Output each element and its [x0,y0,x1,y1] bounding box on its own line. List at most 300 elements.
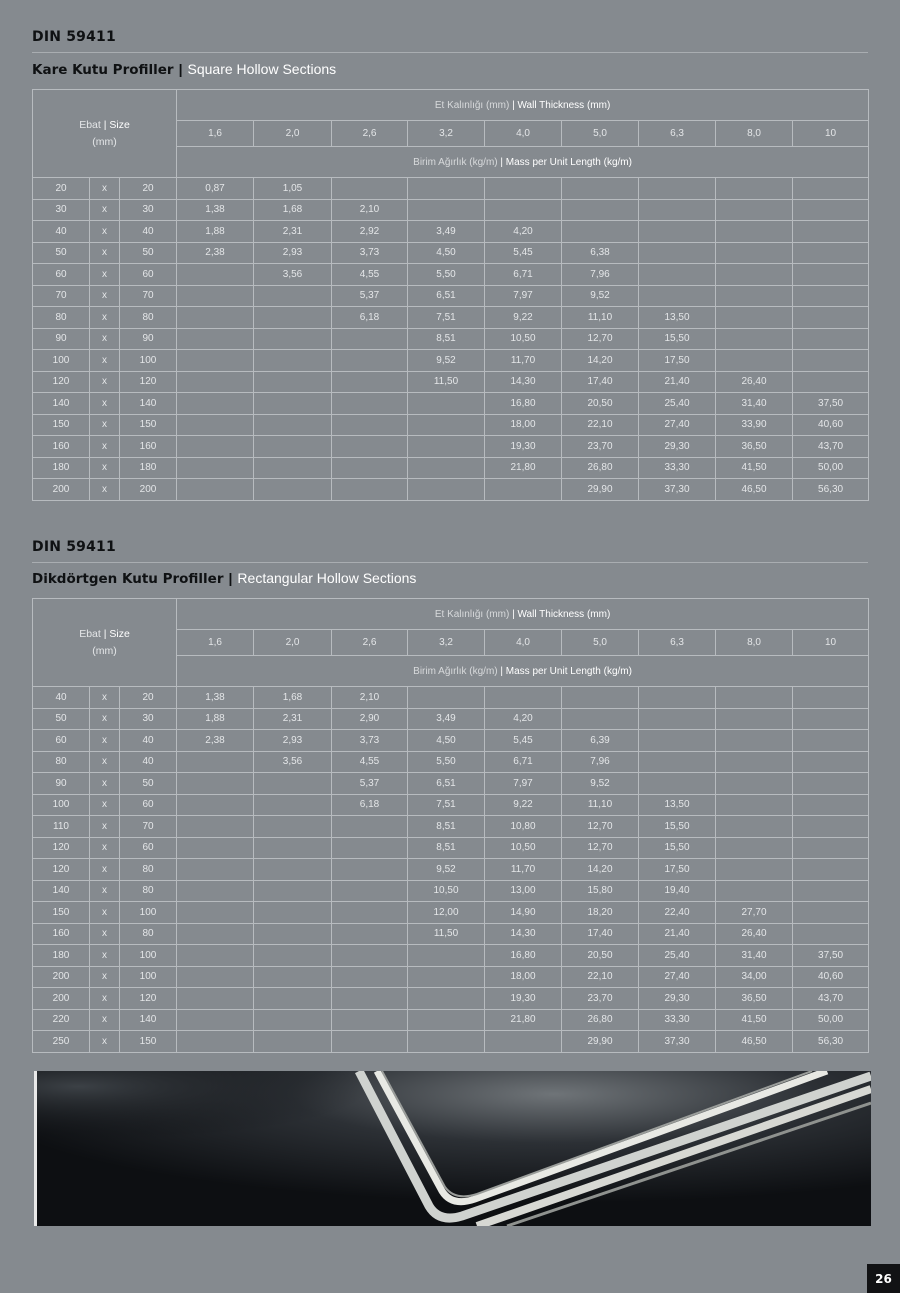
mass-value-cell [639,730,716,752]
size-x-cell: x [90,221,120,243]
divider [32,562,868,563]
size-b-cell: 100 [120,966,177,988]
mass-value-cell [562,221,639,243]
mass-value-cell [716,687,793,709]
size-x-cell: x [90,708,120,730]
table-row [33,794,869,816]
size-x-cell: x [90,751,120,773]
mass-value-cell [639,264,716,286]
mass-value-cell: 1,88 [177,221,254,243]
size-a-cell: 90 [33,328,90,350]
mass-value-cell: 26,40 [716,371,793,393]
mass-value-cell: 34,00 [716,966,793,988]
mass-value-cell [716,264,793,286]
mass-value-cell [716,751,793,773]
size-a-cell: 180 [33,945,90,967]
mass-value-cell [639,285,716,307]
size-b-cell: 120 [120,371,177,393]
mass-value-cell: 1,38 [177,687,254,709]
size-b-cell: 20 [120,178,177,200]
mass-value-cell: 7,51 [408,794,485,816]
size-x-cell: x [90,902,120,924]
table-row [33,328,869,350]
size-x-cell: x [90,816,120,838]
mass-value-cell: 15,50 [639,837,716,859]
mass-value-cell: 36,50 [716,988,793,1010]
mass-value-cell: 12,70 [562,837,639,859]
mass-value-cell [177,923,254,945]
size-b-cell: 50 [120,242,177,264]
mass-value-cell: 4,55 [332,264,408,286]
mass-value-cell: 19,30 [485,436,562,458]
mass-value-cell: 1,88 [177,708,254,730]
size-x-cell: x [90,923,120,945]
mass-value-cell [408,178,485,200]
mass-value-cell [793,837,869,859]
mass-value-cell [332,436,408,458]
size-b-cell: 70 [120,816,177,838]
size-x-cell: x [90,837,120,859]
mass-value-cell: 5,37 [332,285,408,307]
mass-value-cell [177,1009,254,1031]
size-b-cell: 100 [120,902,177,924]
size-x-cell: x [90,457,120,479]
mass-value-cell: 13,50 [639,307,716,329]
mass-value-cell: 9,52 [408,859,485,881]
mass-value-cell [639,687,716,709]
size-a-cell: 180 [33,457,90,479]
mass-value-cell [177,436,254,458]
mass-value-cell: 26,80 [562,457,639,479]
table-row [33,199,869,221]
size-a-cell: 120 [33,859,90,881]
mass-value-cell: 7,97 [485,773,562,795]
thickness-header-cell: 6,3 [639,121,716,147]
size-b-cell: 30 [120,199,177,221]
mass-value-cell: 19,30 [485,988,562,1010]
mass-value-cell: 11,70 [485,859,562,881]
thickness-header-cell: 5,0 [562,630,639,656]
mass-value-cell [408,436,485,458]
mass-value-cell [716,816,793,838]
mass-value-cell [332,1009,408,1031]
size-a-cell: 140 [33,393,90,415]
table-row [33,264,869,286]
mass-value-cell: 14,30 [485,371,562,393]
mass-value-cell [332,1031,408,1053]
mass-value-cell: 14,20 [562,350,639,372]
size-a-cell: 90 [33,773,90,795]
heading-tr: Kare Kutu Profiller [32,62,174,78]
mass-value-cell: 25,40 [639,393,716,415]
mass-value-cell [716,242,793,264]
mass-value-cell: 43,70 [793,436,869,458]
size-a-cell: 200 [33,479,90,501]
section-code-rect: DIN 59411 [32,539,116,555]
mass-value-cell: 5,45 [485,730,562,752]
mass-value-cell: 9,22 [485,794,562,816]
mass-value-cell [254,479,332,501]
mass-value-cell [716,328,793,350]
mass-value-cell [485,479,562,501]
size-x-cell: x [90,285,120,307]
size-b-cell: 80 [120,880,177,902]
mass-value-cell [793,687,869,709]
mass-value-cell: 7,96 [562,751,639,773]
size-x-cell: x [90,264,120,286]
mass-value-cell: 36,50 [716,436,793,458]
mass-value-cell [332,328,408,350]
mass-value-cell: 1,68 [254,199,332,221]
size-header: Ebat | Size (mm) [33,90,177,178]
table-row [33,837,869,859]
size-x-cell: x [90,859,120,881]
size-a-cell: 160 [33,923,90,945]
mass-value-cell: 1,38 [177,199,254,221]
mass-value-cell: 23,70 [562,988,639,1010]
table-row [33,859,869,881]
size-x-cell: x [90,393,120,415]
mass-value-cell [177,902,254,924]
thickness-header-cell: 2,6 [332,121,408,147]
mass-value-cell [254,371,332,393]
mass-value-cell: 5,37 [332,773,408,795]
table-row [33,221,869,243]
rectangular-sections-table [32,598,869,1053]
mass-value-cell [177,773,254,795]
size-b-cell: 200 [120,479,177,501]
mass-value-cell [716,350,793,372]
mass-value-cell [177,859,254,881]
table-row [33,751,869,773]
mass-value-cell [408,945,485,967]
mass-value-cell [639,221,716,243]
mass-value-cell: 8,51 [408,816,485,838]
mass-value-cell [716,285,793,307]
mass-value-cell [254,285,332,307]
mass-value-cell: 27,40 [639,966,716,988]
mass-value-cell [408,414,485,436]
mass-value-cell: 6,51 [408,285,485,307]
size-a-cell: 50 [33,242,90,264]
mass-value-cell [793,350,869,372]
mass-value-cell [254,794,332,816]
mass-value-cell: 6,39 [562,730,639,752]
mass-value-cell: 4,20 [485,221,562,243]
table-row [33,242,869,264]
mass-value-cell: 37,30 [639,1031,716,1053]
mass-value-cell [793,178,869,200]
mass-value-cell: 19,40 [639,880,716,902]
size-b-cell: 80 [120,859,177,881]
table-row [33,966,869,988]
mass-value-cell [177,794,254,816]
size-x-cell: x [90,988,120,1010]
size-b-cell: 100 [120,945,177,967]
thickness-header-cell: 2,0 [254,630,332,656]
size-a-cell: 150 [33,902,90,924]
size-a-cell: 110 [33,816,90,838]
size-x-cell: x [90,414,120,436]
mass-value-cell [562,199,639,221]
size-a-cell: 20 [33,178,90,200]
mass-value-cell: 29,30 [639,436,716,458]
mass-value-cell: 40,60 [793,966,869,988]
mass-value-cell [562,687,639,709]
size-a-cell: 200 [33,966,90,988]
size-a-cell: 220 [33,1009,90,1031]
mass-value-cell [408,1009,485,1031]
mass-value-cell [408,199,485,221]
mass-value-cell [332,923,408,945]
mass-value-cell: 46,50 [716,479,793,501]
size-a-cell: 120 [33,837,90,859]
mass-value-cell: 3,49 [408,221,485,243]
mass-value-cell: 15,50 [639,328,716,350]
thickness-header-cell: 1,6 [177,121,254,147]
wall-thickness-header: Et Kalınlığı (mm) | Wall Thickness (mm) [177,599,869,630]
mass-value-cell: 21,80 [485,1009,562,1031]
mass-value-cell: 3,49 [408,708,485,730]
thickness-header-cell: 8,0 [716,121,793,147]
mass-value-cell [716,794,793,816]
mass-value-cell: 7,51 [408,307,485,329]
mass-value-cell [639,751,716,773]
size-a-cell: 30 [33,199,90,221]
mass-value-cell [177,945,254,967]
mass-value-cell [254,773,332,795]
mass-value-cell: 46,50 [716,1031,793,1053]
heading-separator: | [178,61,183,77]
table-row [33,350,869,372]
table-row [33,902,869,924]
mass-value-cell [254,816,332,838]
size-b-cell: 50 [120,773,177,795]
size-x-cell: x [90,350,120,372]
table-row [33,730,869,752]
thickness-header-cell: 10 [793,630,869,656]
mass-value-cell: 11,10 [562,307,639,329]
size-b-cell: 30 [120,708,177,730]
mass-value-cell: 12,70 [562,328,639,350]
table-row [33,457,869,479]
mass-value-cell [332,393,408,415]
mass-value-cell: 9,52 [562,773,639,795]
mass-value-cell: 10,50 [408,880,485,902]
mass-value-cell: 1,05 [254,178,332,200]
mass-value-cell [408,988,485,1010]
mass-value-cell [793,773,869,795]
size-b-cell: 80 [120,307,177,329]
mass-value-cell: 17,50 [639,859,716,881]
thickness-header-cell: 5,0 [562,121,639,147]
thickness-header-cell: 2,6 [332,630,408,656]
mass-value-cell: 18,20 [562,902,639,924]
mass-value-cell: 15,80 [562,880,639,902]
mass-value-cell: 22,10 [562,966,639,988]
size-x-cell: x [90,328,120,350]
table-row [33,923,869,945]
size-a-cell: 60 [33,264,90,286]
table-row [33,414,869,436]
mass-value-cell: 2,93 [254,242,332,264]
size-x-cell: x [90,687,120,709]
mass-value-cell: 11,50 [408,923,485,945]
thickness-header-cell: 4,0 [485,630,562,656]
mass-value-cell: 15,50 [639,816,716,838]
mass-value-cell [254,923,332,945]
size-b-cell: 60 [120,837,177,859]
mass-value-cell: 11,10 [562,794,639,816]
mass-value-cell [716,178,793,200]
table-row [33,708,869,730]
mass-value-cell: 27,70 [716,902,793,924]
size-x-cell: x [90,794,120,816]
size-b-cell: 140 [120,393,177,415]
mass-value-cell: 2,31 [254,708,332,730]
mass-value-cell: 13,00 [485,880,562,902]
square-sections-table [32,89,869,501]
mass-value-cell: 2,10 [332,687,408,709]
table-body [33,599,869,1053]
size-a-cell: 80 [33,307,90,329]
mass-value-cell: 14,30 [485,923,562,945]
mass-value-cell [408,457,485,479]
mass-value-cell: 2,38 [177,242,254,264]
size-b-cell: 40 [120,221,177,243]
size-a-cell: 140 [33,880,90,902]
mass-value-cell: 41,50 [716,1009,793,1031]
mass-value-cell [177,988,254,1010]
mass-value-cell: 29,30 [639,988,716,1010]
mass-value-cell [793,751,869,773]
mass-value-cell: 26,80 [562,1009,639,1031]
mass-value-cell: 5,50 [408,751,485,773]
mass-value-cell: 6,18 [332,794,408,816]
mass-value-cell: 17,40 [562,371,639,393]
mass-value-cell [177,837,254,859]
thickness-header-cell: 8,0 [716,630,793,656]
mass-value-cell [332,966,408,988]
wall-thickness-header: Et Kalınlığı (mm) | Wall Thickness (mm) [177,90,869,121]
size-a-cell: 80 [33,751,90,773]
table-row [33,880,869,902]
mass-value-cell: 29,90 [562,479,639,501]
mass-value-cell [177,880,254,902]
mass-value-cell: 50,00 [793,457,869,479]
mass-value-cell: 37,30 [639,479,716,501]
mass-value-cell: 43,70 [793,988,869,1010]
mass-value-cell: 14,90 [485,902,562,924]
mass-value-cell: 41,50 [716,457,793,479]
size-a-cell: 100 [33,794,90,816]
table-row [33,1009,869,1031]
table-row [33,945,869,967]
mass-value-cell: 33,30 [639,1009,716,1031]
mass-header: Birim Ağırlık (kg/m) | Mass per Unit Length (kg/m) [177,147,869,178]
mass-value-cell: 20,50 [562,393,639,415]
table-row [33,285,869,307]
size-a-cell: 50 [33,708,90,730]
table-row [33,307,869,329]
table-row [33,393,869,415]
table-row [33,1031,869,1053]
mass-value-cell: 6,71 [485,264,562,286]
mass-value-cell [793,221,869,243]
mass-value-cell: 2,90 [332,708,408,730]
mass-value-cell [254,966,332,988]
size-x-cell: x [90,773,120,795]
size-x-cell: x [90,1031,120,1053]
mass-value-cell [254,859,332,881]
mass-value-cell: 26,40 [716,923,793,945]
size-x-cell: x [90,945,120,967]
mass-value-cell: 33,90 [716,414,793,436]
mass-value-cell [408,1031,485,1053]
mass-value-cell [639,708,716,730]
mass-value-cell: 3,73 [332,242,408,264]
mass-value-cell: 37,50 [793,945,869,967]
mass-value-cell [408,393,485,415]
mass-value-cell [716,708,793,730]
mass-value-cell [254,1031,332,1053]
mass-value-cell [254,307,332,329]
size-a-cell: 40 [33,687,90,709]
mass-value-cell: 23,70 [562,436,639,458]
table-row [33,687,869,709]
mass-value-cell [793,730,869,752]
mass-value-cell [562,708,639,730]
mass-value-cell [793,794,869,816]
size-b-cell: 160 [120,436,177,458]
mass-value-cell [254,902,332,924]
mass-value-cell [177,264,254,286]
mass-value-cell: 6,38 [562,242,639,264]
mass-value-cell [332,880,408,902]
mass-value-cell [485,687,562,709]
mass-value-cell [562,178,639,200]
mass-value-cell [716,859,793,881]
size-a-cell: 120 [33,371,90,393]
mass-value-cell: 3,56 [254,264,332,286]
mass-value-cell [408,687,485,709]
mass-value-cell: 9,52 [562,285,639,307]
steel-profile-photo [34,1071,871,1226]
size-header: Ebat | Size (mm) [33,599,177,687]
mass-value-cell [793,328,869,350]
mass-value-cell: 16,80 [485,945,562,967]
mass-value-cell: 2,93 [254,730,332,752]
thickness-header-cell: 10 [793,121,869,147]
thickness-header-cell: 3,2 [408,121,485,147]
mass-value-cell: 3,73 [332,730,408,752]
mass-value-cell: 50,00 [793,1009,869,1031]
size-x-cell: x [90,880,120,902]
size-a-cell: 150 [33,414,90,436]
mass-value-cell: 6,18 [332,307,408,329]
mass-value-cell: 17,50 [639,350,716,372]
section-heading-square [32,61,336,78]
mass-value-cell: 17,40 [562,923,639,945]
mass-value-cell [716,837,793,859]
mass-value-cell: 4,55 [332,751,408,773]
mass-value-cell: 56,30 [793,479,869,501]
mass-value-cell [793,880,869,902]
mass-value-cell [177,393,254,415]
table-row [33,371,869,393]
mass-value-cell: 29,90 [562,1031,639,1053]
size-b-cell: 80 [120,923,177,945]
